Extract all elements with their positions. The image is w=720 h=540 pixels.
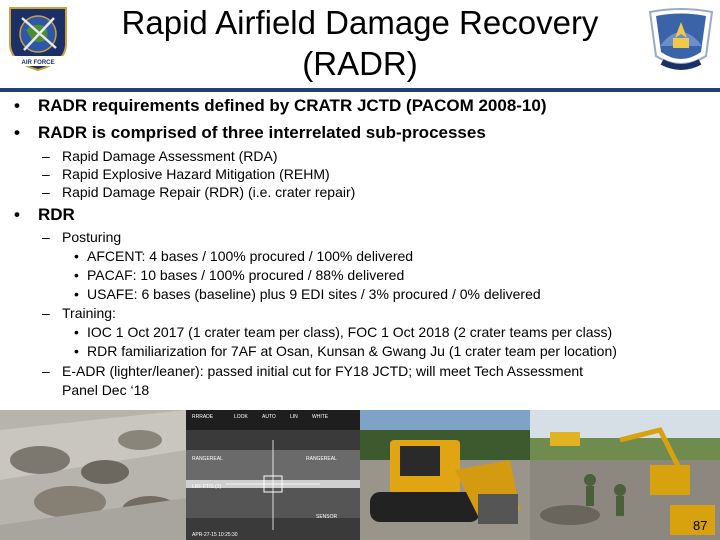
sub-sub-bullet-item xyxy=(74,324,612,340)
thermal-label: LRF FT/S (2) xyxy=(192,484,222,490)
bullet-marker: • xyxy=(14,205,20,224)
bullet-text: IOC 1 Oct 2017 (1 crater team per class), FOC 1 Oct 2018 (2 crater teams per class) xyxy=(87,324,613,340)
thermal-label: RANGEREAL xyxy=(192,456,223,462)
bullet-text: Rapid Damage Repair (RDR) (i.e. crater repair) xyxy=(62,184,356,200)
bullet-text: Rapid Explosive Hazard Mitigation (REHM) xyxy=(62,166,330,182)
title-divider xyxy=(0,88,720,92)
sub-sub-bullet-item xyxy=(74,286,541,302)
sub-bullet-item xyxy=(42,305,116,321)
sub-bullet-item xyxy=(42,148,278,164)
bullet-item xyxy=(14,96,547,116)
thermal-label: LIN xyxy=(290,414,298,420)
bullet-text: E-ADR (lighter/leaner): passed initial cut for FY18 JCTD; will meet Tech Assessment xyxy=(62,363,584,379)
thermal-label: RRRADE xyxy=(192,414,214,420)
bullet-text: PACAF: 10 bases / 100% procured / 88% delivered xyxy=(87,267,405,283)
bullet-marker: • xyxy=(74,324,79,340)
bullet-text: RADR is comprised of three interrelated sub-processes xyxy=(38,123,486,142)
sub-bullet-item xyxy=(42,166,330,182)
sub-sub-bullet-item xyxy=(74,248,413,264)
thermal-label: SENSOR xyxy=(316,514,338,520)
thermal-label: AUTO xyxy=(262,414,276,420)
sub-bullet-item xyxy=(42,382,149,398)
sub-sub-bullet-item xyxy=(74,267,404,283)
bullet-text: RDR xyxy=(38,205,75,224)
title-line-1: Rapid Airfield Damage Recovery xyxy=(121,4,599,41)
thermal-label: LOOK xyxy=(234,414,248,420)
bullet-marker: – xyxy=(42,305,50,321)
thermal-camera-photo xyxy=(186,410,360,540)
air-force-civil-engineer-center-logo-right xyxy=(646,6,716,74)
bullet-marker: – xyxy=(42,229,50,245)
repair-team-photo xyxy=(530,410,720,540)
bullet-text: AFCENT: 4 bases / 100% procured / 100% delivered xyxy=(87,248,414,264)
bullet-marker: • xyxy=(14,123,20,142)
thermal-label: WHITE xyxy=(312,414,329,420)
slide-title xyxy=(80,2,640,84)
bullet-marker: – xyxy=(42,148,50,164)
bullet-text: USAFE: 6 bases (baseline) plus 9 EDI sites / 3% procured / 0% delivered xyxy=(87,286,541,302)
thermal-label: APR-27-15 10:25:30 xyxy=(192,532,238,538)
cratered-runway-photo xyxy=(0,410,186,540)
bullet-item xyxy=(14,123,486,143)
thermal-label: RANGEREAL xyxy=(306,456,337,462)
bullet-marker: • xyxy=(74,267,79,283)
svg-text:AIR FORCE: AIR FORCE xyxy=(21,60,55,66)
bullet-marker: – xyxy=(42,184,50,200)
title-line-2: (RADR) xyxy=(302,45,418,82)
bullet-marker: • xyxy=(74,286,79,302)
sub-bullet-item xyxy=(42,229,121,245)
skid-steer-loader-photo xyxy=(360,410,530,540)
sub-bullet-item xyxy=(42,184,355,200)
bullet-marker: • xyxy=(74,248,79,264)
bullet-text: RDR familiarization for 7AF at Osan, Kunsan & Gwang Ju (1 crater team per location) xyxy=(87,343,617,359)
bullet-text: Rapid Damage Assessment (RDA) xyxy=(62,148,278,164)
bullet-text: Panel Dec ‘18 xyxy=(62,382,150,398)
air-force-civil-engineer-logo-left xyxy=(4,4,72,72)
bullet-item xyxy=(14,205,75,225)
bullet-marker: • xyxy=(74,343,79,359)
sub-sub-bullet-item xyxy=(74,343,617,359)
bullet-text: Posturing xyxy=(62,229,122,245)
bullet-marker: – xyxy=(42,363,50,379)
bullet-marker: – xyxy=(42,166,50,182)
bullet-text: Training: xyxy=(62,305,116,321)
page-number: 87 xyxy=(693,518,708,533)
bullet-marker: • xyxy=(14,96,20,115)
bullet-text: RADR requirements defined by CRATR JCTD (PACOM 2008-10) xyxy=(38,96,547,115)
sub-bullet-item xyxy=(42,363,583,379)
